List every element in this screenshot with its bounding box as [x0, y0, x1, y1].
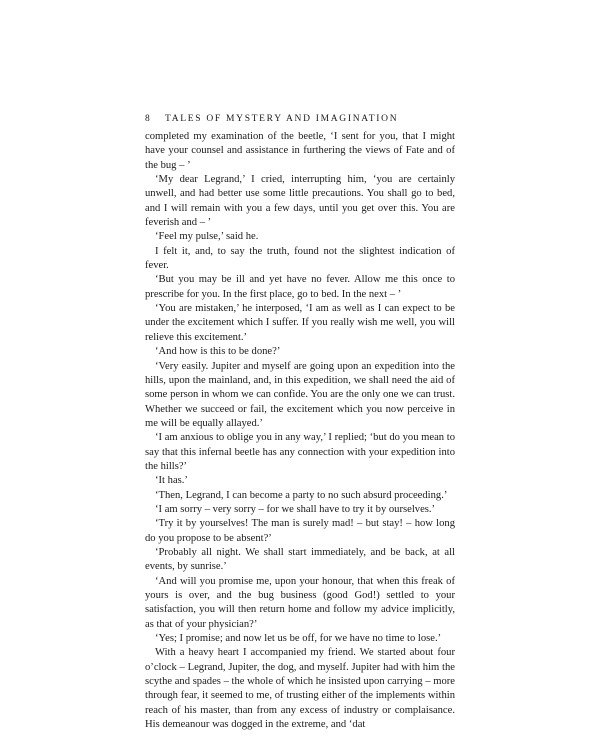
paragraph: ‘My dear Legrand,’ I cried, interrupting him, ‘you are certainly unwell, and had better use some little precautions. You shall go to bed, and I will remain with you a few days, until you get over this. You are feverish and – ’: [145, 174, 455, 229]
paragraph: With a heavy heart I accompanied my friend. We started about four o’clock – Legrand, Jupiter, the dog, and myself. Jupiter had with him the scythe and spades – the whole of which he insisted upon carrying – more through fear, it seemed to me, of trusting either of the implements within reach of his master, than from any excess of industry or complaisance. His demeanour was dogged in the extreme, and ‘dat: [145, 647, 455, 731]
paragraph: ‘Very easily. Jupiter and myself are going upon an expedition into the hills, upon the mainland, and, in this expedition, we shall need the aid of some person in whom we can confide. You are the only one we can trust. Whether we succeed or fail, the excitement which you now perceive in me will be equally allayed.’: [145, 360, 455, 429]
paragraph: completed my examination of the beetle, ‘I sent for you, that I might have your counsel and assistance in furthering the views of Fate and of the bug – ’: [145, 131, 455, 171]
paragraph: ‘You are mistaken,’ he interposed, ‘I am as well as I can expect to be under the excitement which I suffer. If you really wish me well, you will relieve this excitement.’: [145, 303, 455, 343]
paragraph: ‘Feel my pulse,’ said he.: [155, 231, 259, 243]
paragraph: ‘Yes; I promise; and now let us be off, for we have no time to lose.’: [155, 633, 442, 645]
paragraph: ‘Try it by yourselves! The man is surely mad! – but stay! – how long do you propose to be absent?’: [145, 518, 455, 544]
running-title: TALES OF MYSTERY AND IMAGINATION: [165, 114, 399, 124]
paragraph: ‘Then, Legrand, I can become a party to no such absurd proceeding.’: [155, 489, 448, 501]
paragraph: ‘But you may be ill and yet have no fever. Allow me this once to prescribe for you. In the first place, go to bed. In the next – ’: [145, 274, 455, 300]
paragraph: I felt it, and, to say the truth, found not the slightest indication of fever.: [145, 245, 455, 272]
paragraph: ‘Probably all night. We shall start immediately, and be back, at all events, by sunrise.’: [145, 546, 455, 573]
paragraph: ‘I am anxious to oblige you in any way,’ I replied; ‘but do you mean to say that this infernal beetle has any connection with your expedition into the hills?’: [145, 432, 455, 472]
paragraph: ‘I am sorry – very sorry – for we shall have to try it by ourselves.’: [155, 503, 436, 515]
paragraph: ‘It has.’: [155, 475, 188, 487]
paragraph: ‘And how is this to be done?’: [155, 346, 281, 358]
page-number: 8: [145, 114, 150, 124]
running-head: [145, 113, 455, 125]
paragraph: ‘And will you promise me, upon your honour, that when this freak of yours is over, and the bug business (good God!) settled to your satisfaction, you will then return home and follow my advice implicitly, as that of your physician?’: [145, 575, 455, 630]
text-body: [145, 130, 455, 732]
